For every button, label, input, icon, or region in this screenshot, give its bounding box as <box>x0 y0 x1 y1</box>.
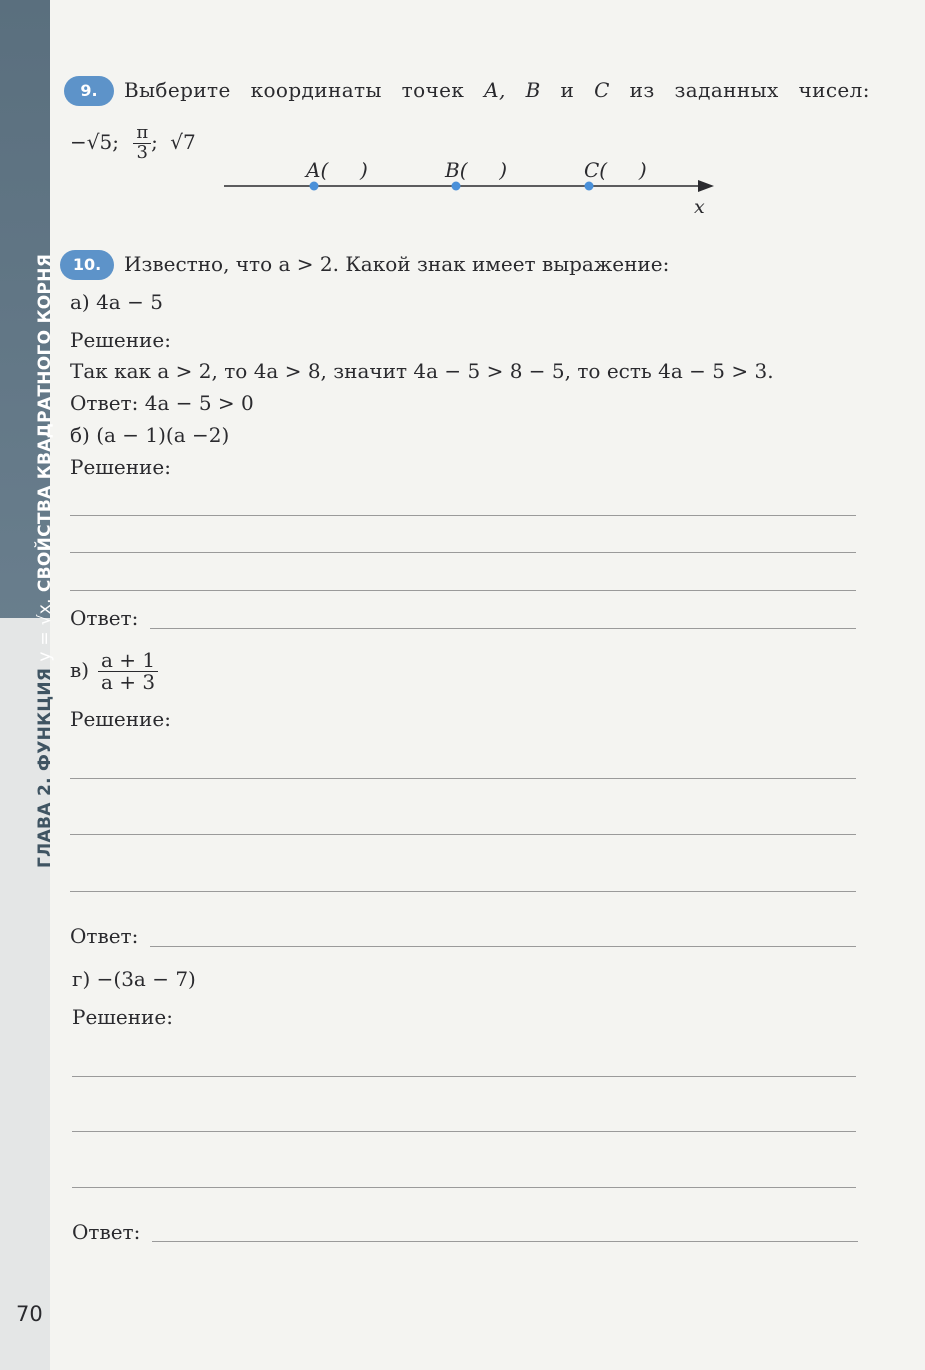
fraction-pi-over-3 <box>133 124 151 163</box>
part-b-expression: б) (a − 1)(a −2) <box>70 423 230 447</box>
writing-line <box>70 552 856 553</box>
q9-word: Выберите <box>124 78 231 102</box>
writing-line <box>72 1076 856 1077</box>
q9-word: координаты <box>250 78 382 102</box>
writing-line <box>70 834 856 835</box>
writing-line <box>72 1131 856 1132</box>
answer-line <box>150 946 856 947</box>
part-g-answer-label: Ответ: <box>72 1220 141 1244</box>
fraction-denominator: 3 <box>136 141 148 163</box>
fraction-numerator: π <box>133 124 151 144</box>
number-sqrt7: √7 <box>170 129 196 154</box>
part-g-solution-label: Решение: <box>72 1005 173 1029</box>
axis-arrow <box>698 180 714 192</box>
q9-word: B <box>525 78 541 102</box>
q9-word: из <box>629 78 655 102</box>
writing-line <box>70 590 856 591</box>
writing-line <box>70 515 856 516</box>
part-v-answer-label: Ответ: <box>70 924 139 948</box>
chapter-title <box>35 254 55 868</box>
part-a-expression: а) 4a − 5 <box>70 290 163 314</box>
part-v-solution-label: Решение: <box>70 707 171 731</box>
q9-word: заданных <box>674 78 779 102</box>
number-line <box>220 156 720 216</box>
page-number: 70 <box>16 1302 43 1326</box>
answer-line <box>150 628 856 629</box>
q9-word: точек <box>401 78 465 102</box>
axis-x-label: x <box>694 196 705 216</box>
part-a-solution-label: Решение: <box>70 328 171 352</box>
chapter-topic: СВОЙСТВА КВАДРАТНОГО КОРНЯ <box>35 253 55 593</box>
q9-word: чисел: <box>798 78 870 102</box>
answer-line <box>152 1241 858 1242</box>
q9-word: A, <box>484 78 506 102</box>
point-b-label: B( ) <box>445 158 508 182</box>
task-9-question <box>124 78 870 102</box>
point-c-label: C( ) <box>584 158 647 182</box>
fraction <box>98 650 158 693</box>
point-c <box>585 182 594 191</box>
task-10-badge: 10. <box>60 250 114 280</box>
number-neg-sqrt5: −√5; <box>70 129 119 154</box>
part-b-solution-label: Решение: <box>70 455 171 479</box>
part-v-fraction <box>98 650 158 693</box>
writing-line <box>70 778 856 779</box>
separator: ; <box>151 129 158 154</box>
part-a-solution-text: Так как a > 2, то 4a > 8, значит 4a − 5 > 8 − 5, то есть 4a − 5 > 3. <box>70 359 774 383</box>
fraction-denominator: a + 3 <box>101 670 156 694</box>
point-a-label: A( ) <box>306 158 368 182</box>
part-v-prefix: в) <box>70 658 90 682</box>
task-9-badge: 9. <box>64 76 114 106</box>
point-a <box>310 182 319 191</box>
q9-word: C <box>594 78 610 102</box>
writing-line <box>70 891 856 892</box>
task-9-numbers <box>70 124 196 163</box>
chapter-formula: y = √x. <box>35 598 55 662</box>
chapter-sidebar <box>0 0 55 1370</box>
task-10-question: Известно, что a > 2. Какой знак имеет выражение: <box>124 252 670 276</box>
chapter-label: ГЛАВА 2. ФУНКЦИЯ <box>35 667 55 868</box>
part-b-answer-label: Ответ: <box>70 606 139 630</box>
fraction-numerator: a + 1 <box>98 650 158 672</box>
point-b <box>452 182 461 191</box>
part-g-expression: г) −(3a − 7) <box>72 967 196 991</box>
part-a-answer: Ответ: 4a − 5 > 0 <box>70 391 254 415</box>
writing-line <box>72 1187 856 1188</box>
q9-word: и <box>560 78 575 102</box>
